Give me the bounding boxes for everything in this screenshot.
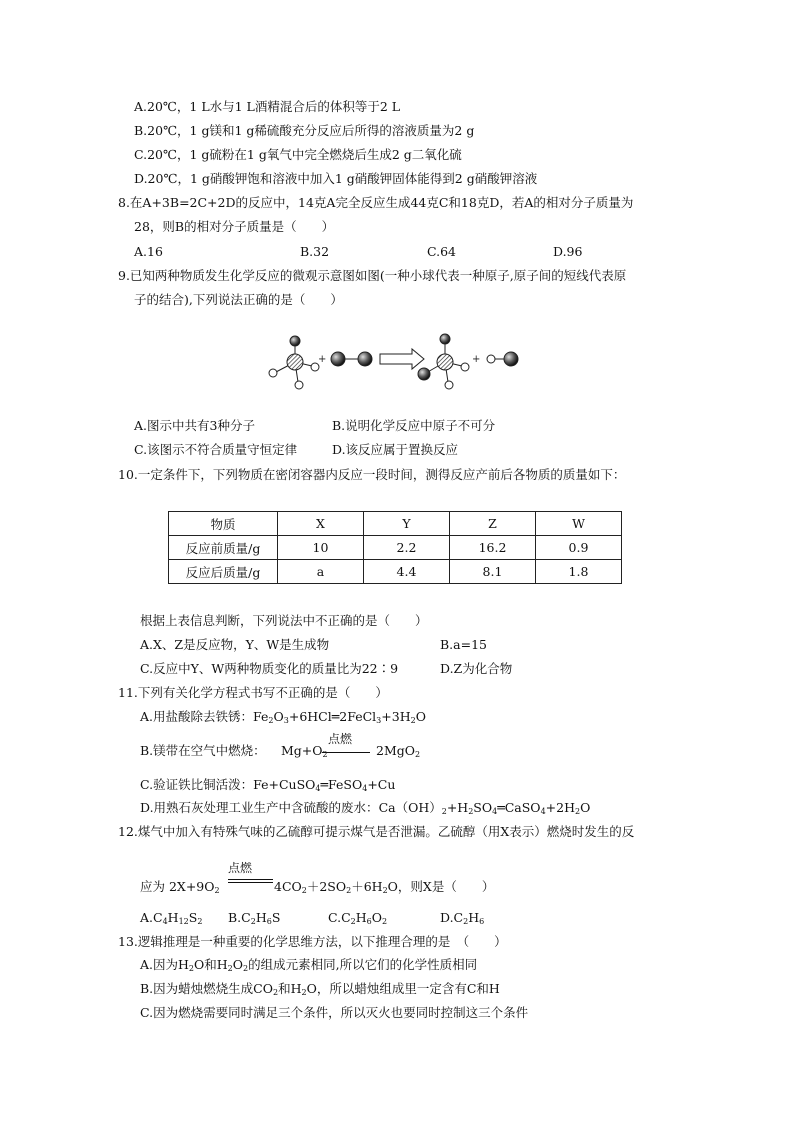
q10-stem: 10.一定条件下，下列物质在密闭容器内反应一段时间，测得反应产前后各物质的质量如下： xyxy=(118,467,626,482)
q12-stem-line1: 12.煤气中加入有特殊气味的乙硫醇可提示煤气是否泄漏。乙硫醇（用X表示）燃烧时发生的反 xyxy=(118,824,635,839)
q7-option-a: A.20℃，1 L水与1 L酒精混合后的体积等于2 L xyxy=(134,99,401,114)
table-row xyxy=(169,560,622,584)
table-row xyxy=(169,536,622,560)
q10-option-c: C.反应中Y、W两种物质变化的质量比为22∶9 xyxy=(140,661,399,676)
q8-option-b: B.32 xyxy=(300,244,330,259)
q12-equation-products: $4CO_2+2SO_2+6H_2O$，则X是（ ） xyxy=(274,879,495,895)
equation-c: Fe+CuSO$_4$═FeSO$_4$+Cu xyxy=(253,777,396,793)
q10-option-d: D.Z为化合物 xyxy=(440,661,513,676)
q12-option-a: $A.C_4H_{12}S_2$ xyxy=(140,910,203,926)
table-cell: 4.4 xyxy=(364,560,450,584)
q11-option-c xyxy=(140,776,395,794)
q13-stem: 13.逻辑推理是一种重要的化学思维方法，以下推理合理的是 （ ） xyxy=(118,934,507,949)
q8-stem-line2: 28，则B的相对分子质量是（ ） xyxy=(134,219,335,234)
q13-option-c: C.因为燃烧需要同时满足三个条件，所以灭火也要同时控制这三个条件 xyxy=(140,1005,529,1020)
reaction-diagram xyxy=(262,322,524,394)
table-cell: 反应后质量/g xyxy=(169,560,278,584)
table-cell: 2.2 xyxy=(364,536,450,560)
q7-option-b: B.20℃，1 g镁和1 g稀硫酸充分反应后所得的溶液质量为2 g xyxy=(134,123,475,138)
q10-option-a: A.X、Z是反应物，Y、W是生成物 xyxy=(140,637,330,652)
reactant-molecule-1 xyxy=(269,336,319,389)
q11-stem: 11.下列有关化学方程式书写不正确的是（ ） xyxy=(118,685,388,700)
table-cell: 8.1 xyxy=(450,560,536,584)
q11-option-d xyxy=(140,799,590,817)
table-header: 物质 xyxy=(169,512,278,536)
table-header: Y xyxy=(364,512,450,536)
q12-x-is: ，则X是（ ） xyxy=(397,879,495,894)
q12-equation-prefix: 应为 $2X+9O_2$ xyxy=(140,879,220,895)
table-header: W xyxy=(536,512,622,536)
q7-option-d: D.20℃，1 g硝酸钾饱和溶液中加入1 g硝酸钾固体能得到2 g硝酸钾溶液 xyxy=(134,171,538,186)
product-molecule-1 xyxy=(418,334,469,389)
equation-b-condition: 点燃 xyxy=(328,732,353,746)
q10-option-b: B.a=15 xyxy=(440,637,487,652)
reaction-arrow xyxy=(380,349,424,369)
table-header: Z xyxy=(450,512,536,536)
q11-option-b-label: B.镁带在空气中燃烧： xyxy=(140,743,266,758)
table-cell: 反应前质量/g xyxy=(169,536,278,560)
equation-b-products: 2MgO$_2$ xyxy=(376,743,421,759)
table-cell: 0.9 xyxy=(536,536,622,560)
q13-option-a: A.因为$H_2O$和$H_2O_2$的组成元素相同,所以它们的化学性质相同 xyxy=(140,957,478,973)
q11-option-a-label: A.用盐酸除去铁锈： xyxy=(140,709,254,724)
q7-option-c: C.20℃，1 g硫粉在1 g氧气中完全燃烧后生成2 g二氧化硫 xyxy=(134,147,462,162)
svg-text:+: + xyxy=(472,354,481,365)
table-cell: a xyxy=(278,560,364,584)
table-cell: 16.2 xyxy=(450,536,536,560)
q13-option-b: B.因为蜡烛燃烧生成$CO_2$和$H_2O$，所以蜡烛组成里一定含有C和H xyxy=(140,981,500,997)
q12-option-b: $B.C_2H_6S$ xyxy=(228,910,281,926)
equation-d: $Ca(OH)_2+H_2SO_4═CaSO_4+2H_2O$ xyxy=(378,800,591,816)
table-header-row xyxy=(169,512,622,536)
mass-table xyxy=(168,511,622,584)
q9-stem-line2: 子的结合),下列说法正确的是（ ） xyxy=(134,292,343,307)
q12-equal-sign xyxy=(228,879,273,883)
table-header: X xyxy=(278,512,364,536)
svg-text:+: + xyxy=(318,354,327,365)
q8-stem-line1: 8.在A+3B=2C+2D的反应中，14克A完全反应生成44克C和18克D，若A的相对分子质量为 xyxy=(118,195,634,210)
q12-option-d: $D.C_2H_6$ xyxy=(440,910,485,926)
equation-b-reactants: $Mg+O_2$ xyxy=(281,743,328,759)
q9-stem-line1: 9.已知两种物质发生化学反应的微观示意图如图(一种小球代表一种原子,原子间的短线代表原 xyxy=(118,268,627,283)
q11-option-a xyxy=(140,708,426,726)
q11-option-d-label: D.用熟石灰处理工业生产中含硫酸的废水： xyxy=(140,800,379,815)
table-cell: 10 xyxy=(278,536,364,560)
q9-option-a: A.图示中共有3种分子 xyxy=(134,418,255,433)
q8-option-c: C.64 xyxy=(427,244,456,259)
equation-a: $Fe_2O_3+6HCl═2FeCl_3+3H_2O$ xyxy=(253,709,426,725)
q10-question: 根据上表信息判断，下列说法中不正确的是（ ） xyxy=(140,613,428,628)
reactant-molecule-2 xyxy=(331,352,372,366)
equation-b-line xyxy=(322,752,370,753)
table-cell: 1.8 xyxy=(536,560,622,584)
q9-option-c: C.该图示不符合质量守恒定律 xyxy=(134,442,298,457)
q9-option-b: B.说明化学反应中原子不可分 xyxy=(332,418,496,433)
q12-condition: 点燃 xyxy=(228,861,253,875)
product-molecule-2 xyxy=(487,352,518,366)
q11-option-c-label: C.验证铁比铜活泼： xyxy=(140,777,254,792)
q8-option-a: A.16 xyxy=(134,244,163,259)
q9-option-d: D.该反应属于置换反应 xyxy=(332,442,459,457)
q8-option-d: D.96 xyxy=(553,244,583,259)
q12-option-c: $C.C_2H_6O_2$ xyxy=(328,910,388,926)
